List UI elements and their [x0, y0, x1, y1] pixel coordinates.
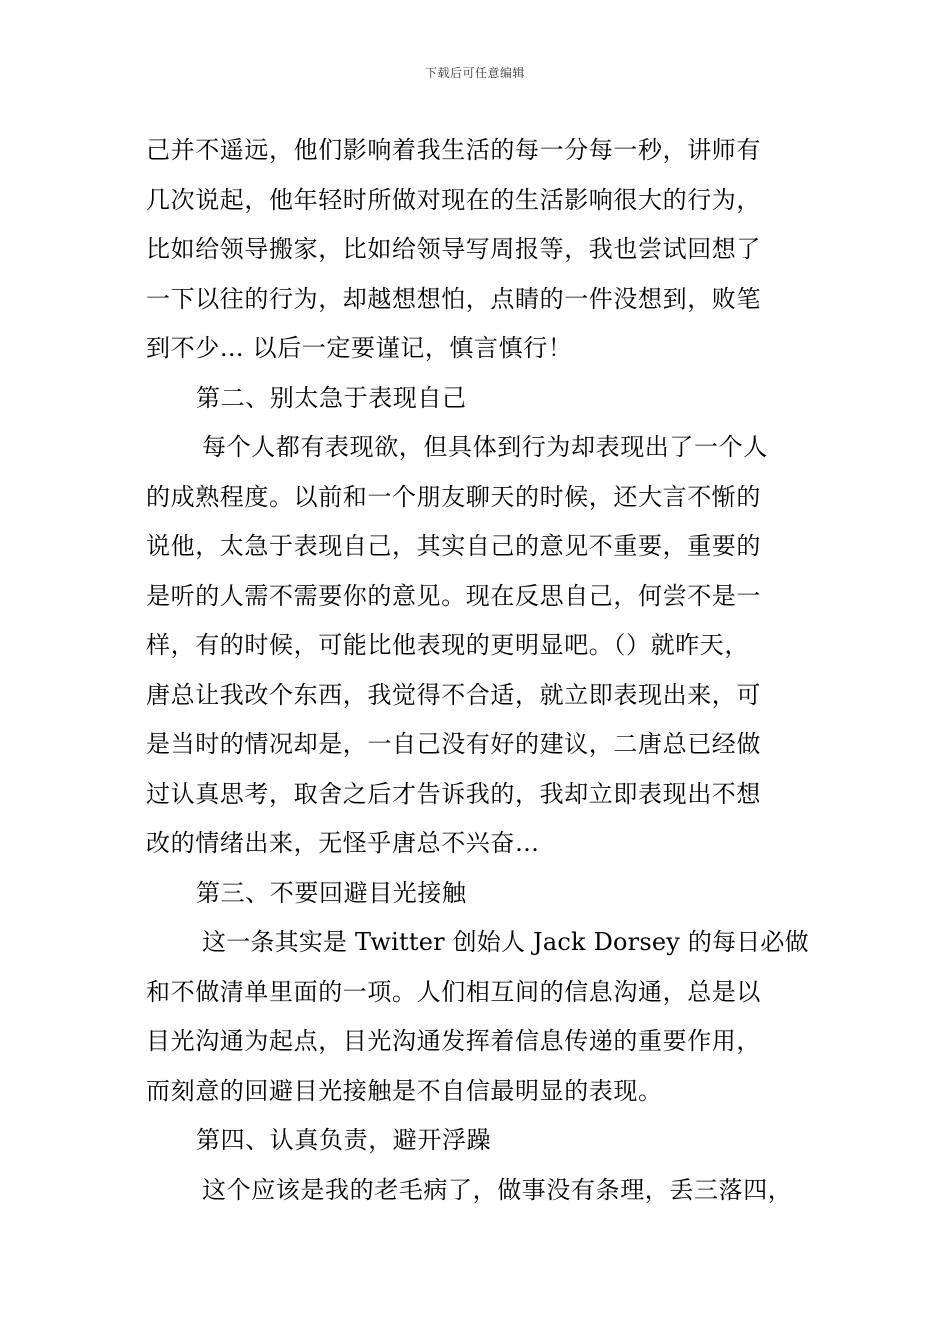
paragraph-first-line: 这个应该是我的老毛病了，做事没有条理，丢三落四，: [202, 1175, 793, 1204]
text-line: 己并不遥远，他们影响着我生活的每一分每一秒，讲师有: [146, 136, 761, 164]
text-line: 而刻意的回避目光接触是不自信最明显的表现。: [146, 1076, 663, 1105]
text-line: 到不少… 以后一定要谨记，慎言慎行！: [146, 334, 573, 362]
text-line: 样，有的时候，可能比他表现的更明显吧。（）就昨天，: [146, 631, 749, 659]
page-header: 下载后可任意编辑: [424, 66, 525, 80]
text-line: 改的情绪出来，无怪乎唐总不兴奋…: [146, 829, 540, 857]
text-line: 的成熟程度。以前和一个朋友聊天的时候，还大言不惭的: [146, 482, 761, 511]
paragraph-first-line: 这一条其实是 Twitter 创始人 Jack Dorsey 的每日必做: [202, 928, 809, 956]
text-line: 比如给领导搬家，比如给领导写周报等，我也尝试回想了: [146, 235, 761, 263]
text-line: 过认真思考，取舍之后才告诉我的，我却立即表现出不想: [146, 779, 761, 808]
text-line: 说他，太急于表现自己，其实自己的意见不重要，重要的: [146, 532, 761, 560]
section-heading: 第四、认真负责，避开浮躁: [196, 1126, 492, 1154]
document-body: [146, 126, 826, 1215]
paragraph-first-line: 每个人都有表现欲，但具体到行为却表现出了一个人: [202, 433, 768, 461]
text-line: 是听的人需不需要你的意见。现在反思自己，何尝不是一: [146, 581, 761, 610]
text-line: 和不做清单里面的一项。人们相互间的信息沟通，总是以: [146, 977, 761, 1006]
text-line: 是当时的情况却是，一自己没有好的建议，二唐总已经做: [146, 730, 761, 758]
text-line: 唐总让我改个东西，我觉得不合适，就立即表现出来，可: [146, 680, 761, 709]
text-line: 几次说起，他年轻时所做对现在的生活影响很大的行为，: [146, 185, 761, 214]
section-heading: 第二、别太急于表现自己: [196, 383, 467, 412]
text-line: 目光沟通为起点，目光沟通发挥着信息传递的重要作用，: [146, 1027, 761, 1055]
section-heading: 第三、不要回避目光接触: [196, 878, 467, 907]
text-line: 一下以往的行为，却越想想怕，点睛的一件没想到，败笔: [146, 284, 761, 313]
